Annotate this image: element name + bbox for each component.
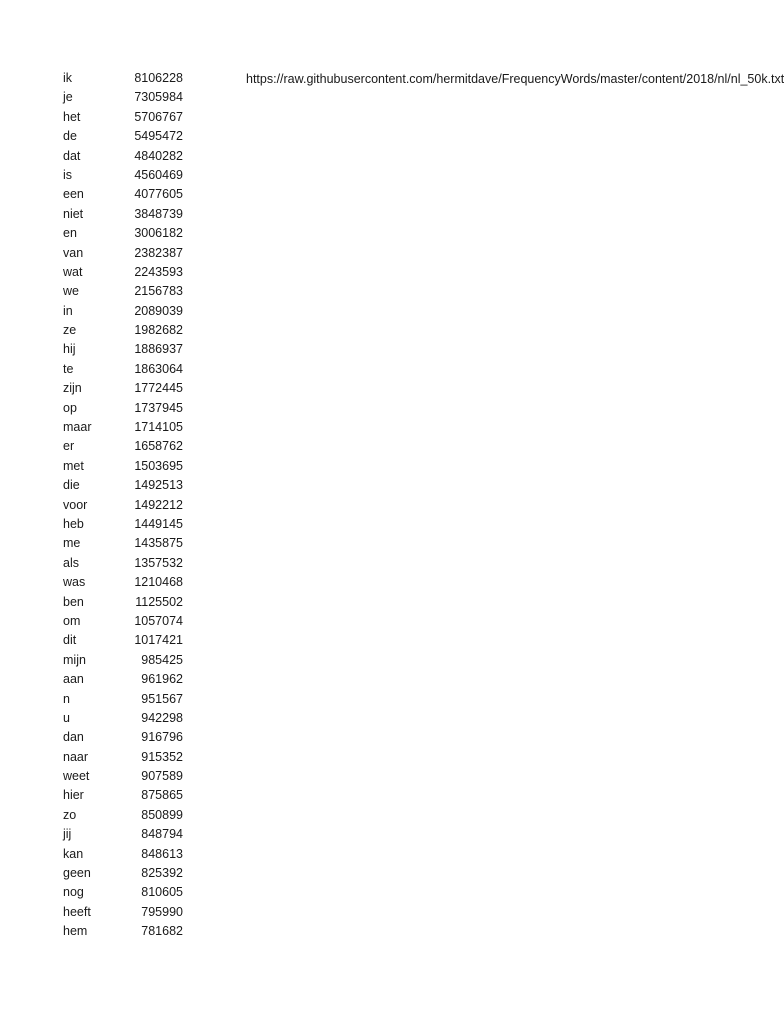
count-cell: 1017421: [134, 633, 183, 648]
list-row: [63, 321, 188, 340]
count-cell: 4840282: [134, 148, 183, 163]
count-cell: 1057074: [134, 613, 183, 628]
list-row: [63, 127, 188, 146]
list-row: [63, 185, 188, 204]
list-row: [63, 922, 188, 941]
word-cell: je: [63, 90, 73, 105]
word-cell: dat: [63, 148, 81, 163]
list-row: [63, 437, 188, 456]
word-cell: de: [63, 129, 77, 144]
word-cell: zo: [63, 807, 77, 822]
word-cell: op: [63, 400, 77, 415]
word-cell: te: [63, 361, 74, 376]
list-row: [63, 767, 188, 786]
word-cell: naar: [63, 749, 89, 764]
list-row: [63, 554, 188, 573]
count-cell: 916796: [141, 730, 183, 745]
count-cell: 8106228: [134, 71, 183, 85]
word-cell: is: [63, 167, 73, 182]
list-row: [63, 244, 188, 263]
count-cell: 781682: [141, 924, 183, 939]
count-cell: 1503695: [134, 458, 183, 473]
count-cell: 1886937: [134, 342, 183, 357]
count-cell: 915352: [141, 749, 183, 764]
word-cell: hem: [63, 924, 88, 939]
word-cell: weet: [63, 769, 90, 784]
list-row: [63, 205, 188, 224]
word-cell: met: [63, 458, 84, 473]
list-row: [63, 690, 188, 709]
word-cell: die: [63, 478, 80, 493]
list-row: [63, 263, 188, 282]
count-cell: 1435875: [134, 536, 183, 551]
list-row: [63, 457, 188, 476]
count-cell: 1772445: [134, 381, 183, 396]
count-cell: 907589: [141, 769, 183, 784]
list-row: [63, 786, 188, 805]
count-cell: 1863064: [134, 361, 183, 376]
list-row: [63, 651, 188, 670]
word-cell: geen: [63, 866, 91, 881]
word-cell: n: [63, 691, 70, 706]
count-cell: 1492212: [134, 497, 183, 512]
count-cell: 1737945: [134, 400, 183, 415]
word-cell: ze: [63, 323, 77, 338]
word-cell: heb: [63, 516, 84, 531]
list-row: [63, 360, 188, 379]
list-row: [63, 593, 188, 612]
list-row: [63, 282, 188, 301]
word-cell: zijn: [63, 381, 82, 396]
word-cell: mijn: [63, 652, 86, 667]
word-cell: er: [63, 439, 75, 454]
list-row: [63, 166, 188, 185]
list-row: [63, 88, 188, 107]
word-cell: dan: [63, 730, 84, 745]
word-cell: me: [63, 536, 81, 551]
word-cell: om: [63, 613, 81, 628]
list-row: [63, 515, 188, 534]
count-cell: 2382387: [134, 245, 183, 260]
word-cell: ik: [63, 71, 73, 85]
count-cell: 1658762: [134, 439, 183, 454]
word-cell: aan: [63, 672, 84, 687]
word-cell: nog: [63, 885, 84, 900]
list-row: [63, 748, 188, 767]
list-row: [63, 709, 188, 728]
count-cell: 951567: [141, 691, 183, 706]
word-cell: in: [63, 303, 73, 318]
word-cell: u: [63, 710, 70, 725]
word-cell: was: [63, 575, 86, 590]
list-row: [63, 302, 188, 321]
list-row: [63, 864, 188, 883]
count-cell: 1449145: [134, 516, 183, 531]
list-row: [63, 108, 188, 127]
count-cell: 825392: [141, 866, 183, 881]
count-cell: 942298: [141, 710, 183, 725]
list-row: [63, 496, 188, 515]
list-row: [63, 670, 188, 689]
count-cell: 1357532: [134, 555, 183, 570]
list-row: [63, 883, 188, 902]
word-cell: van: [63, 245, 84, 260]
word-cell: wat: [63, 264, 83, 279]
list-row: [63, 631, 188, 650]
count-cell: 4560469: [134, 167, 183, 182]
word-cell: kan: [63, 846, 84, 861]
count-cell: 810605: [141, 885, 183, 900]
count-cell: 848613: [141, 846, 183, 861]
count-cell: 795990: [141, 904, 183, 919]
list-row: [63, 147, 188, 166]
list-row: [63, 476, 188, 495]
count-cell: 875865: [141, 788, 183, 803]
word-cell: een: [63, 187, 84, 202]
count-cell: 1210468: [134, 575, 183, 590]
list-row: [63, 224, 188, 243]
list-row: [63, 728, 188, 747]
count-cell: 985425: [141, 652, 183, 667]
count-cell: 5495472: [134, 129, 183, 144]
list-row: [63, 379, 188, 398]
word-cell: als: [63, 555, 79, 570]
count-cell: 7305984: [134, 90, 183, 105]
word-cell: dit: [63, 633, 77, 648]
word-cell: het: [63, 109, 81, 124]
count-cell: 1492513: [134, 478, 183, 493]
list-row: [63, 399, 188, 418]
count-cell: 5706767: [134, 109, 183, 124]
count-cell: 1714105: [134, 420, 183, 435]
count-cell: 3006182: [134, 226, 183, 241]
count-cell: 2243593: [134, 264, 183, 279]
word-cell: hij: [63, 342, 76, 357]
count-cell: 850899: [141, 807, 183, 822]
list-row: [63, 806, 188, 825]
word-cell: we: [63, 284, 79, 299]
count-cell: 4077605: [134, 187, 183, 202]
word-cell: niet: [63, 206, 84, 221]
word-cell: en: [63, 226, 77, 241]
count-cell: 2089039: [134, 303, 183, 318]
count-cell: 3848739: [134, 206, 183, 221]
word-frequency-list: [63, 69, 188, 942]
word-cell: jij: [63, 827, 72, 842]
count-cell: 1125502: [135, 594, 183, 609]
source-url-cell: https://raw.githubusercontent.com/hermitdave/FrequencyWords/master/content/2018/nl/nl_50k.txt: [246, 72, 784, 86]
list-row: [63, 69, 188, 88]
word-cell: voor: [63, 497, 88, 512]
list-row: [63, 573, 188, 592]
list-row: [63, 534, 188, 553]
word-cell: heeft: [63, 904, 91, 919]
count-cell: 2156783: [134, 284, 183, 299]
list-row: [63, 903, 188, 922]
list-row: [63, 845, 188, 864]
count-cell: 961962: [141, 672, 183, 687]
word-cell: ben: [63, 594, 84, 609]
word-cell: hier: [63, 788, 84, 803]
count-cell: 1982682: [134, 323, 183, 338]
count-cell: 848794: [141, 827, 183, 842]
list-row: [63, 340, 188, 359]
list-row: [63, 612, 188, 631]
word-cell: maar: [63, 420, 92, 435]
list-row: [63, 418, 188, 437]
list-row: [63, 825, 188, 844]
